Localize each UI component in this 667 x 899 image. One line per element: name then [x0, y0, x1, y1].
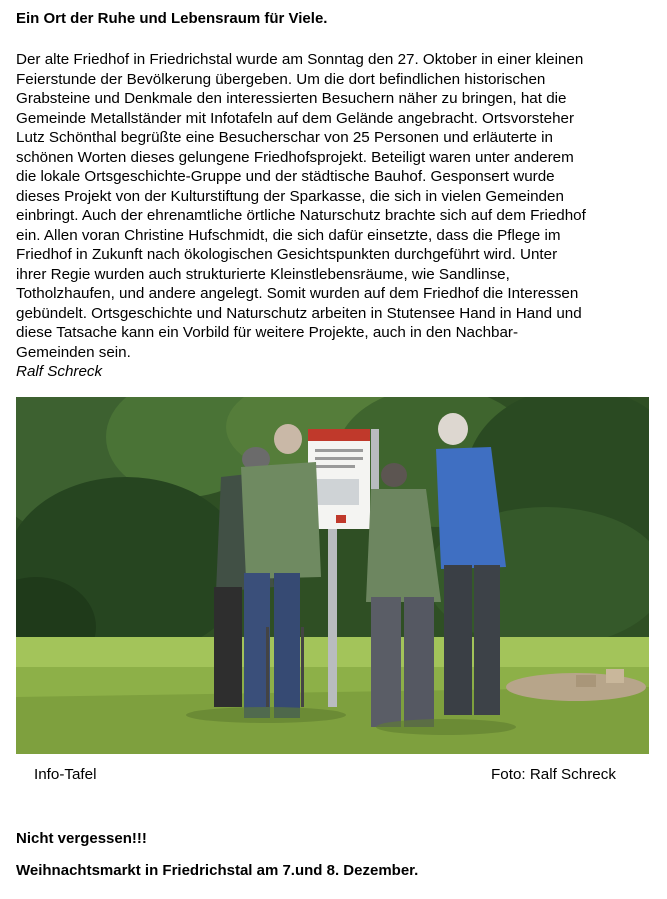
article-line: einbringt. Auch der ehrenamtliche örtliche Naturschutz brachte sich auf dem Friedhof: [16, 207, 586, 224]
article-title: Ein Ort der Ruhe und Lebensraum für Viele.: [16, 10, 328, 27]
article-line: gebündelt. Ortsgeschichte und Naturschutz arbeiten in Stutensee Hand in Hand und: [16, 304, 582, 322]
article-line: die lokale Ortsgeschichte-Gruppe und der städtische Bauhof. Gesponsert wurde: [16, 168, 555, 185]
article-line: schönen Worten dieses gelungene Friedhofsprojekt. Beteiligt waren unter anderem: [16, 148, 574, 166]
article-line: ihrer Regie wurden auch strukturierte Kleinstlebensräume, wie Sandlinse,: [16, 265, 510, 283]
photo-credit: Foto: Ralf Schreck: [491, 766, 616, 783]
article-line: Friedhof in Zukunft nach ökologischen Gesichtspunkten durchgeführt wird. Unter: [16, 246, 558, 263]
article-line: diese Tatsache kann ein Vorbild für weitere Projekte, auch in den Nachbar-: [16, 324, 519, 341]
article-line: Gemeinde Metallständer mit Infotafeln auf dem Gelände angebracht. Ortsvorsteher: [16, 109, 575, 127]
photo-caption: Info-Tafel: [34, 766, 97, 783]
article-line: Grabsteine und Denkmale den interessierten Besuchern näher zu bringen, hat die: [16, 90, 567, 107]
article-line: Der alte Friedhof in Friedrichstal wurde am Sonntag den 27. Oktober in einer kleinen: [16, 51, 584, 68]
article-line: Lutz Schönthal begrüßte eine Besucherschar von 25 Personen und erläuterte in: [16, 129, 553, 146]
article-photo: [16, 397, 649, 754]
article-line: dieses Projekt von der Kulturstiftung der Sparkasse, die sich in vielen Gemeinden: [16, 187, 564, 205]
notice-event: Weihnachtsmarkt in Friedrichstal am 7.und 8. Dezember.: [16, 862, 419, 879]
article-author: Ralf Schreck: [16, 363, 103, 380]
notice-heading: Nicht vergessen!!!: [16, 830, 147, 847]
photo-illustration: [16, 397, 649, 754]
article-line: ein. Allen voran Christine Hufschmidt, die sich dafür einsetzte, dass die Pflege im: [16, 226, 561, 244]
article-line: Feierstunde der Bevölkerung übergeben. Um die dort befindlichen historischen: [16, 70, 546, 88]
article-body: [16, 50, 656, 382]
article-line: Gemeinden sein.: [16, 343, 131, 361]
article-line: Totholzhaufen, und andere angelegt. Somit wurden auf dem Friedhof die Interessen: [16, 285, 579, 302]
